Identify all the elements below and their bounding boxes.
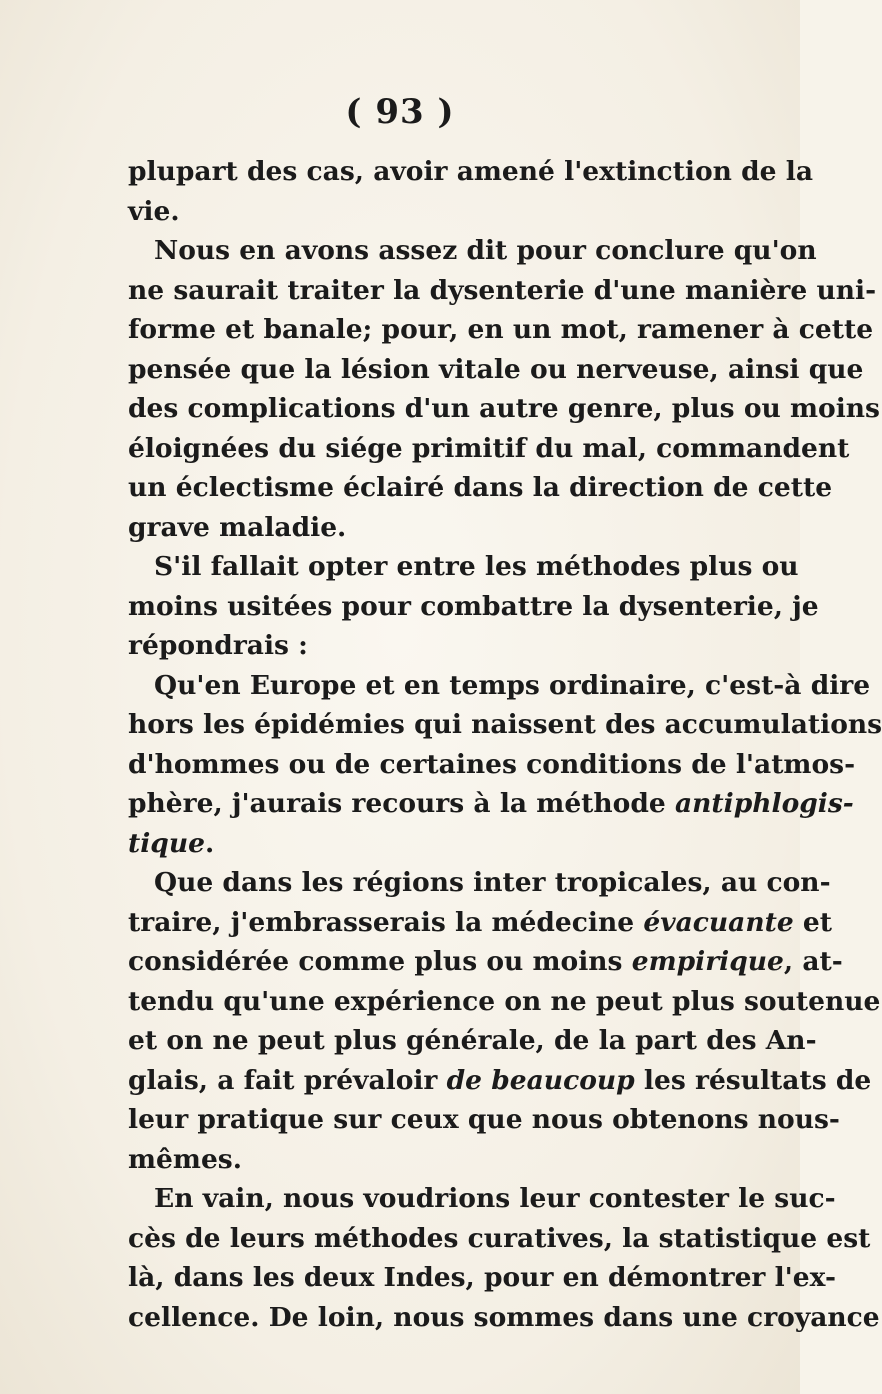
text-line [128,508,700,548]
text-line [128,626,700,666]
line-text: forme et banale; pour, en un mot, ramener à cette [128,314,874,345]
text-line [128,1100,840,1140]
italic-term: empirique [631,946,784,977]
line-text: mêmes. [128,1143,242,1175]
body-text [128,152,882,1337]
text-line [128,1140,700,1180]
text-line [128,824,700,864]
text-line [128,982,881,1022]
line-text: considérée comme plus ou moins [128,946,632,977]
text-line [128,1219,871,1259]
text-line [128,942,843,982]
italic-term: antiphlogis- [674,788,854,819]
line-text: grave maladie. [128,511,347,543]
line-text: S'il fallait opter entre les méthodes plus ou [154,551,799,582]
text-line [128,152,814,192]
text-line [128,468,833,508]
line-text: ne saurait traiter la dysenterie d'une manière uni- [128,274,877,306]
text-line [128,587,819,627]
text-line [128,429,850,469]
line-text: éloignées du siége primitif du mal, commandent [128,432,850,464]
line-text: vie. [128,195,180,227]
line-text: Qu'en Europe et en temps ordinaire, c'est-à dire [154,669,871,701]
line-text: traire, j'embrasserais la médecine [128,906,644,938]
text-line [128,745,856,785]
line-text-after: . [204,827,215,859]
line-text: répondrais : [128,630,308,661]
line-text: Que dans les régions inter tropicales, au con- [154,867,831,898]
text-line [128,547,799,587]
line-text: cellence. De loin, nous sommes dans une croyance [128,1301,880,1333]
line-text: moins usitées pour combattre la dysenterie, je [128,590,819,622]
line-text-after: les résultats de [634,1064,872,1096]
text-line [128,666,871,706]
line-text: tendu qu'une expérience on ne peut plus soutenue [128,985,881,1017]
line-text: là, dans les deux Indes, pour en démontrer l'ex- [128,1262,836,1293]
line-text: hors les épidémies qui naissent des accumulations [128,709,882,740]
text-line [128,705,882,745]
line-text: un éclectisme éclairé dans la direction de cette [128,472,833,503]
line-text: d'hommes ou de certaines conditions de l'atmos- [128,748,856,780]
line-text: et on ne peut plus générale, de la part des An- [128,1025,817,1056]
line-text: leur pratique sur ceux que nous obtenons nous- [128,1104,840,1135]
line-text: Nous en avons assez dit pour conclure qu'on [154,235,817,266]
text-line [128,1298,880,1338]
text-line [128,231,817,271]
text-line [128,784,854,824]
line-text: cès de leurs méthodes curatives, la statistique est [128,1222,871,1254]
text-line [128,310,874,350]
text-line [128,389,880,429]
text-line [128,271,877,311]
line-text: En vain, nous voudrions leur contester le suc- [154,1183,836,1214]
text-line [128,350,864,390]
italic-term: tique [128,827,205,859]
text-line [128,903,833,943]
line-text: plupart des cas, avoir amené l'extinction de la [128,156,814,187]
text-line [128,192,700,232]
italic-term: de beaucoup [446,1064,635,1096]
line-text: phère, j'aurais recours à la méthode [128,788,675,819]
text-line [128,1021,817,1061]
text-line [128,863,831,903]
line-text-after: , at- [783,946,843,977]
line-text: pensée que la lésion vitale ou nerveuse, ainsi que [128,353,864,385]
text-line [128,1258,836,1298]
text-line [128,1179,836,1219]
line-text-after: et [793,906,833,938]
line-text: glais, a fait prévaloir [128,1064,447,1096]
text-line [128,1061,872,1101]
italic-term: évacuante [643,906,794,938]
line-text: des complications d'un autre genre, plus ou moins [128,393,880,424]
page-number: ( 93 ) [345,92,455,132]
